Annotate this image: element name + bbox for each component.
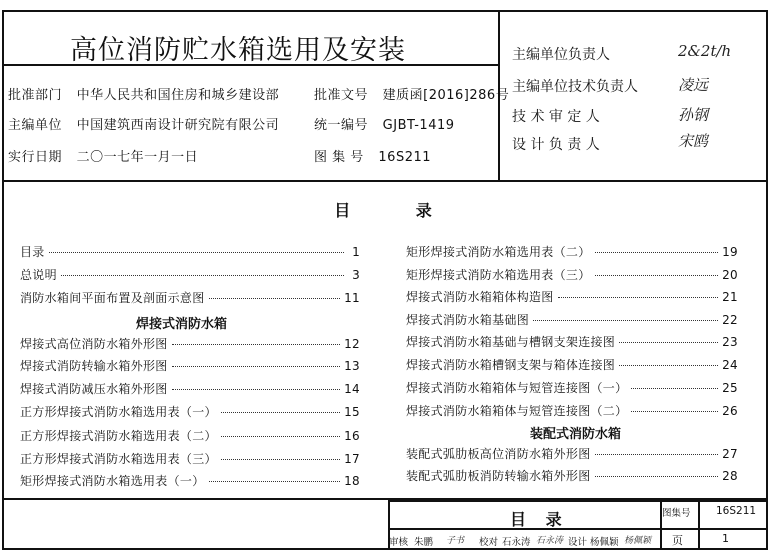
titleblock-atlas-value: 16S211 (716, 505, 757, 517)
toc-item-title: 正方形焊接式消防水箱选用表（一） (20, 405, 217, 419)
toc-item-page: 12 (344, 337, 360, 351)
design-signature: 杨佩颖 (624, 536, 652, 546)
toc-leader (172, 389, 341, 390)
titleblock-page-value: 1 (722, 532, 729, 545)
toc-item[interactable] (20, 380, 360, 397)
toc-item-title: 目录 (20, 245, 45, 259)
approval-dept-value: 中华人民共和国住房和城乡建设部 (76, 88, 280, 103)
toc-item[interactable] (20, 335, 360, 352)
toc-item-page: 13 (344, 359, 360, 373)
toc-item-title: 装配式弧肋板高位消防水箱外形图 (406, 447, 591, 461)
editor-unit (8, 114, 279, 133)
toc-leader (172, 344, 341, 345)
toc-item-page: 21 (722, 290, 738, 304)
check-signature: 石永涛 (536, 536, 564, 546)
review-signature: 子书 (446, 536, 465, 546)
toc-item-title: 焊接式消防水箱基础与槽钢支架连接图 (406, 335, 616, 349)
toc-item[interactable] (20, 450, 360, 467)
toc-leader (49, 252, 344, 253)
toc-item-page: 23 (722, 335, 738, 349)
toc-item[interactable] (406, 356, 738, 373)
atlas-number-value: 16S211 (378, 150, 432, 165)
toc-item-title: 焊接式消防水箱箱体与短管连接图（二） (406, 404, 628, 418)
toc-item-page: 19 (722, 245, 738, 259)
toc-leader (595, 476, 719, 477)
toc-item-page: 3 (352, 268, 360, 282)
effective-date-value: 二〇一七年一月一日 (76, 150, 199, 165)
titleblock-atlas-label: 图集号 (662, 508, 691, 519)
toc-leader (209, 481, 341, 482)
design-name: 杨佩颖 (590, 537, 619, 548)
unified-code (314, 114, 455, 133)
toc-leader (172, 366, 341, 367)
titleblock-top (388, 500, 766, 502)
toc-item[interactable] (20, 403, 360, 420)
toc-leader (533, 320, 718, 321)
atlas-title: 高位消防贮水箱选用及安装 (70, 35, 406, 66)
signature-tech-review: 孙钢 (678, 106, 709, 124)
toc-item-title: 总说明 (20, 268, 57, 282)
toc-item-page: 11 (344, 291, 360, 305)
toc-item-title: 矩形焊接式消防水箱选用表（一） (20, 474, 205, 488)
toc-item-page: 28 (722, 469, 738, 483)
toc-item-page: 1 (352, 245, 360, 259)
design-label: 设计 (568, 537, 588, 548)
toc-leader (631, 411, 718, 412)
resp-role-design-lead: 设 计 负 责 人 (512, 137, 600, 153)
resp-role-chief-unit: 主编单位负责人 (512, 47, 610, 63)
toc-item[interactable] (406, 311, 738, 328)
toc-leader (61, 275, 344, 276)
toc-item-title: 正方形焊接式消防水箱选用表（三） (20, 452, 217, 466)
section-welded-heading: 焊接式消防水箱 (136, 317, 228, 332)
signature-design-lead: 宋鸥 (678, 132, 709, 150)
toc-item-title: 焊接式消防减压水箱外形图 (20, 382, 168, 396)
signature-chief-unit: 2&2t/h (678, 42, 732, 60)
toc-item-page: 25 (722, 381, 738, 395)
check-name: 石永涛 (502, 537, 531, 548)
toc-leader (595, 275, 719, 276)
toc-item[interactable] (20, 357, 360, 374)
toc-item[interactable] (406, 288, 738, 305)
toc-leader (221, 459, 340, 460)
toc-item[interactable] (406, 445, 738, 462)
toc-leader (209, 298, 341, 299)
resp-role-tech-chief: 主编单位技术负责人 (512, 79, 638, 95)
titleblock-divider-2 (698, 500, 700, 548)
toc-item[interactable] (406, 266, 738, 283)
toc-item-title: 焊接式消防水箱箱体与短管连接图（一） (406, 381, 628, 395)
toc-item-title: 焊接式消防水箱基础图 (406, 313, 530, 327)
toc-item-title: 装配式弧肋板消防转输水箱外形图 (406, 469, 591, 483)
approval-doc-value: 建质函[2016]286号 (382, 88, 510, 103)
effective-date-label: 实行日期 (8, 150, 63, 165)
toc-item-title: 消防水箱间平面布置及剖面示意图 (20, 291, 205, 305)
toc-leader (619, 365, 718, 366)
atlas-number (314, 146, 431, 165)
approval-dept-label: 批准部门 (8, 88, 63, 103)
toc-item-page: 16 (344, 429, 360, 443)
toc-item-page: 22 (722, 313, 738, 327)
editor-unit-value: 中国建筑西南设计研究院有限公司 (76, 118, 280, 133)
toc-item-page: 14 (344, 382, 360, 396)
toc-item[interactable] (406, 379, 738, 396)
toc-item[interactable] (406, 467, 738, 484)
toc-item-page: 20 (722, 268, 738, 282)
toc-item-page: 27 (722, 447, 738, 461)
toc-item-title: 焊接式消防水箱槽钢支架与箱体连接图 (406, 358, 616, 372)
toc-item-page: 15 (344, 405, 360, 419)
approval-dept (8, 84, 279, 103)
toc-leader (631, 388, 718, 389)
toc-item-page: 24 (722, 358, 738, 372)
signature-tech-chief: 凌远 (678, 76, 709, 94)
editor-unit-label: 主编单位 (8, 118, 63, 133)
unified-code-value: GJBT-1419 (382, 118, 455, 133)
toc-item-title: 矩形焊接式消防水箱选用表（三） (406, 268, 591, 282)
titleblock-page-label: 页 (672, 534, 683, 547)
review-label: 审核 (389, 537, 409, 548)
section-assembled-heading: 装配式消防水箱 (530, 427, 622, 442)
toc-item[interactable] (406, 402, 738, 419)
toc-item[interactable] (20, 289, 360, 306)
toc-item[interactable] (20, 472, 360, 489)
toc-leader (558, 297, 719, 298)
toc-item-page: 17 (344, 452, 360, 466)
toc-heading: 目 录 (334, 201, 432, 220)
toc-item-page: 26 (722, 404, 738, 418)
toc-item[interactable] (20, 266, 360, 283)
check-label: 校对 (479, 537, 499, 548)
approval-doc (314, 84, 509, 103)
toc-item-title: 焊接式消防水箱箱体构造图 (406, 290, 554, 304)
toc-item-title: 焊接式高位消防水箱外形图 (20, 337, 168, 351)
titleblock-title: 目 录 (510, 510, 562, 529)
unified-code-label: 统一编号 (314, 118, 369, 133)
toc-leader (221, 436, 340, 437)
toc-item-title: 正方形焊接式消防水箱选用表（二） (20, 429, 217, 443)
toc-leader (619, 342, 718, 343)
toc-leader (221, 412, 340, 413)
toc-item[interactable] (406, 243, 738, 260)
titleblock-mid (388, 528, 766, 530)
toc-item-title: 焊接式消防转输水箱外形图 (20, 359, 168, 373)
toc-item[interactable] (406, 333, 738, 350)
toc-item-page: 18 (344, 474, 360, 488)
toc-item[interactable] (20, 243, 360, 260)
resp-role-tech-review: 技 术 审 定 人 (512, 109, 600, 125)
toc-leader (595, 454, 719, 455)
review-name: 朱鹏 (414, 537, 434, 548)
atlas-number-label: 图 集 号 (314, 150, 364, 165)
approval-doc-label: 批准文号 (314, 88, 369, 103)
toc-item[interactable] (20, 427, 360, 444)
header-bottom-line (4, 180, 766, 182)
toc-leader (595, 252, 719, 253)
toc-item-title: 矩形焊接式消防水箱选用表（二） (406, 245, 591, 259)
effective-date (8, 146, 198, 165)
